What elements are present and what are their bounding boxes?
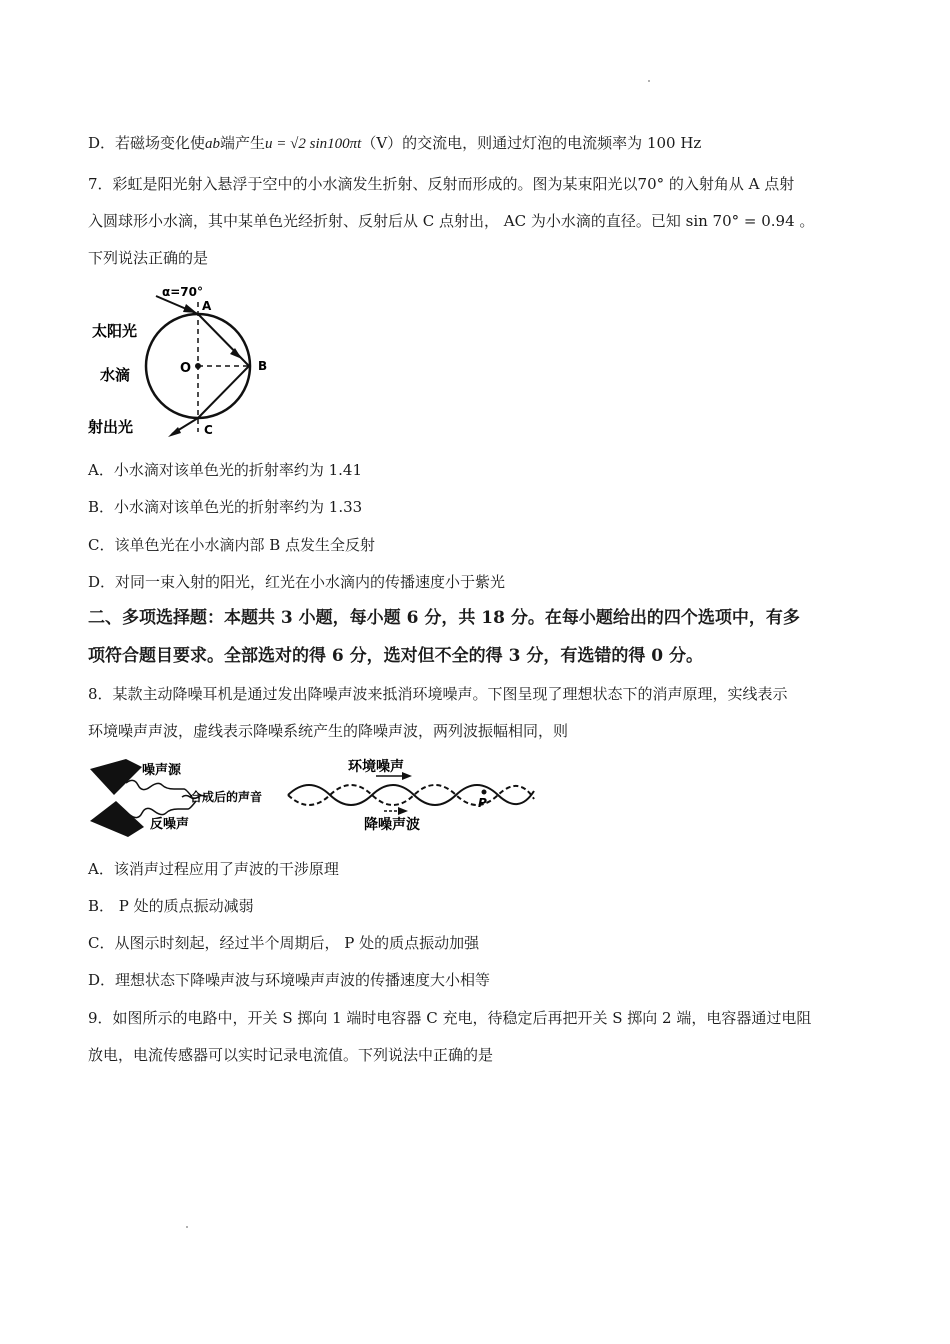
q6-option-d-ab: ab: [205, 136, 221, 152]
combined-sound-label: 合成后的声音: [190, 790, 263, 804]
q6-option-d-formula: u = √2 sin100πt: [265, 136, 362, 152]
point-a-label: A: [202, 299, 212, 313]
point-c-label: C: [204, 423, 213, 437]
anti-noise-speaker-icon: [90, 801, 144, 837]
center-dot: [195, 363, 201, 369]
q8-option-b: B． P 处的质点振动减弱: [88, 897, 254, 915]
point-o-label: O: [180, 361, 192, 376]
q7-line-2: 入圆球形小水滴，其中某单色光经折射、反射后从 C 点射出， AC 为小水滴的直径。已知 sin 70° = 0.94 。: [88, 212, 815, 230]
q6-option-d: [88, 133, 701, 154]
point-b-label: B: [258, 359, 268, 373]
ambient-noise-wave: [288, 785, 534, 805]
q8-option-a: A．该消声过程应用了声波的干涉原理: [88, 860, 339, 878]
q9-line-1: 9．如图所示的电路中，开关 S 掷向 1 端时电容器 C 充电，待稳定后再把开关 S 掷向 2 端，电容器通过电阻: [88, 1009, 812, 1027]
section-2-line-1: 二、多项选择题：本题共 3 小题，每小题 6 分，共 18 分。在每小题给出的四个选项中，有多: [88, 608, 800, 628]
cancel-wave-label: 降噪声波: [364, 817, 420, 833]
q8-line-2: 环境噪声声波，虚线表示降噪系统产生的降噪声波，两列波振幅相同，则: [88, 722, 569, 740]
q7-option-d: D．对同一束入射的阳光，红光在小水滴内的传播速度小于紫光: [88, 573, 506, 591]
point-p-dot: [482, 790, 487, 795]
q9-line-2: 放电，电流传感器可以实时记录电流值。下列说法中正确的是: [88, 1046, 494, 1064]
q8-option-c: C．从图示时刻起，经过半个周期后， P 处的质点振动加强: [88, 934, 480, 952]
incident-arrow: [183, 304, 197, 313]
droplet-figure: [86, 280, 286, 440]
anti-noise-wavy-line: [130, 801, 196, 818]
q7-option-a: A．小水滴对该单色光的折射率约为 1.41: [88, 461, 363, 479]
section-2-line-2: 项符合题目要求。全部选对的得 6 分，选对但不全的得 3 分，有选错的得 0 分。: [88, 646, 703, 666]
ambient-noise-label: 环境噪声: [348, 759, 404, 775]
noise-wavy-line: [126, 780, 192, 797]
noise-speaker-icon: [90, 759, 142, 795]
q7-option-c: C．该单色光在小水滴内部 B 点发生全反射: [88, 536, 376, 554]
angle-label: α=70°: [162, 285, 203, 299]
point-p-label: P: [478, 796, 487, 810]
anti-noise-label: 反噪声: [150, 817, 190, 832]
q6-option-d-suffix: （V）的交流电，则通过灯泡的电流频率为 100 Hz: [361, 134, 702, 152]
speck-top: [648, 80, 650, 82]
sunlight-label: 太阳光: [92, 322, 138, 340]
q6-option-d-mid: 端产生: [220, 134, 266, 152]
q8-option-d: D．理想状态下降噪声波与环境噪声声波的传播速度大小相等: [88, 971, 491, 989]
droplet-label: 水滴: [100, 366, 131, 384]
q7-line-3: 下列说法正确的是: [88, 249, 209, 267]
q7-option-b: B．小水滴对该单色光的折射率约为 1.33: [88, 498, 363, 516]
q8-line-1: 8．某款主动降噪耳机是通过发出降噪声波来抵消环境噪声。下图呈现了理想状态下的消声原理，实线表示: [88, 685, 788, 703]
noise-cancel-figure: [86, 755, 546, 845]
exit-light-label: 射出光: [88, 418, 134, 436]
q7-line-1: 7．彩虹是阳光射入悬浮于空中的小水滴发生折射、反射而形成的。图为某束阳光以70° 的入射角从 A 点射: [88, 175, 795, 193]
cancel-arrow-head: [398, 807, 408, 815]
noise-source-label: 噪声源: [142, 763, 182, 778]
speck-bottom: [186, 1226, 188, 1228]
q6-option-d-prefix: D．若磁场变化使: [88, 134, 206, 152]
